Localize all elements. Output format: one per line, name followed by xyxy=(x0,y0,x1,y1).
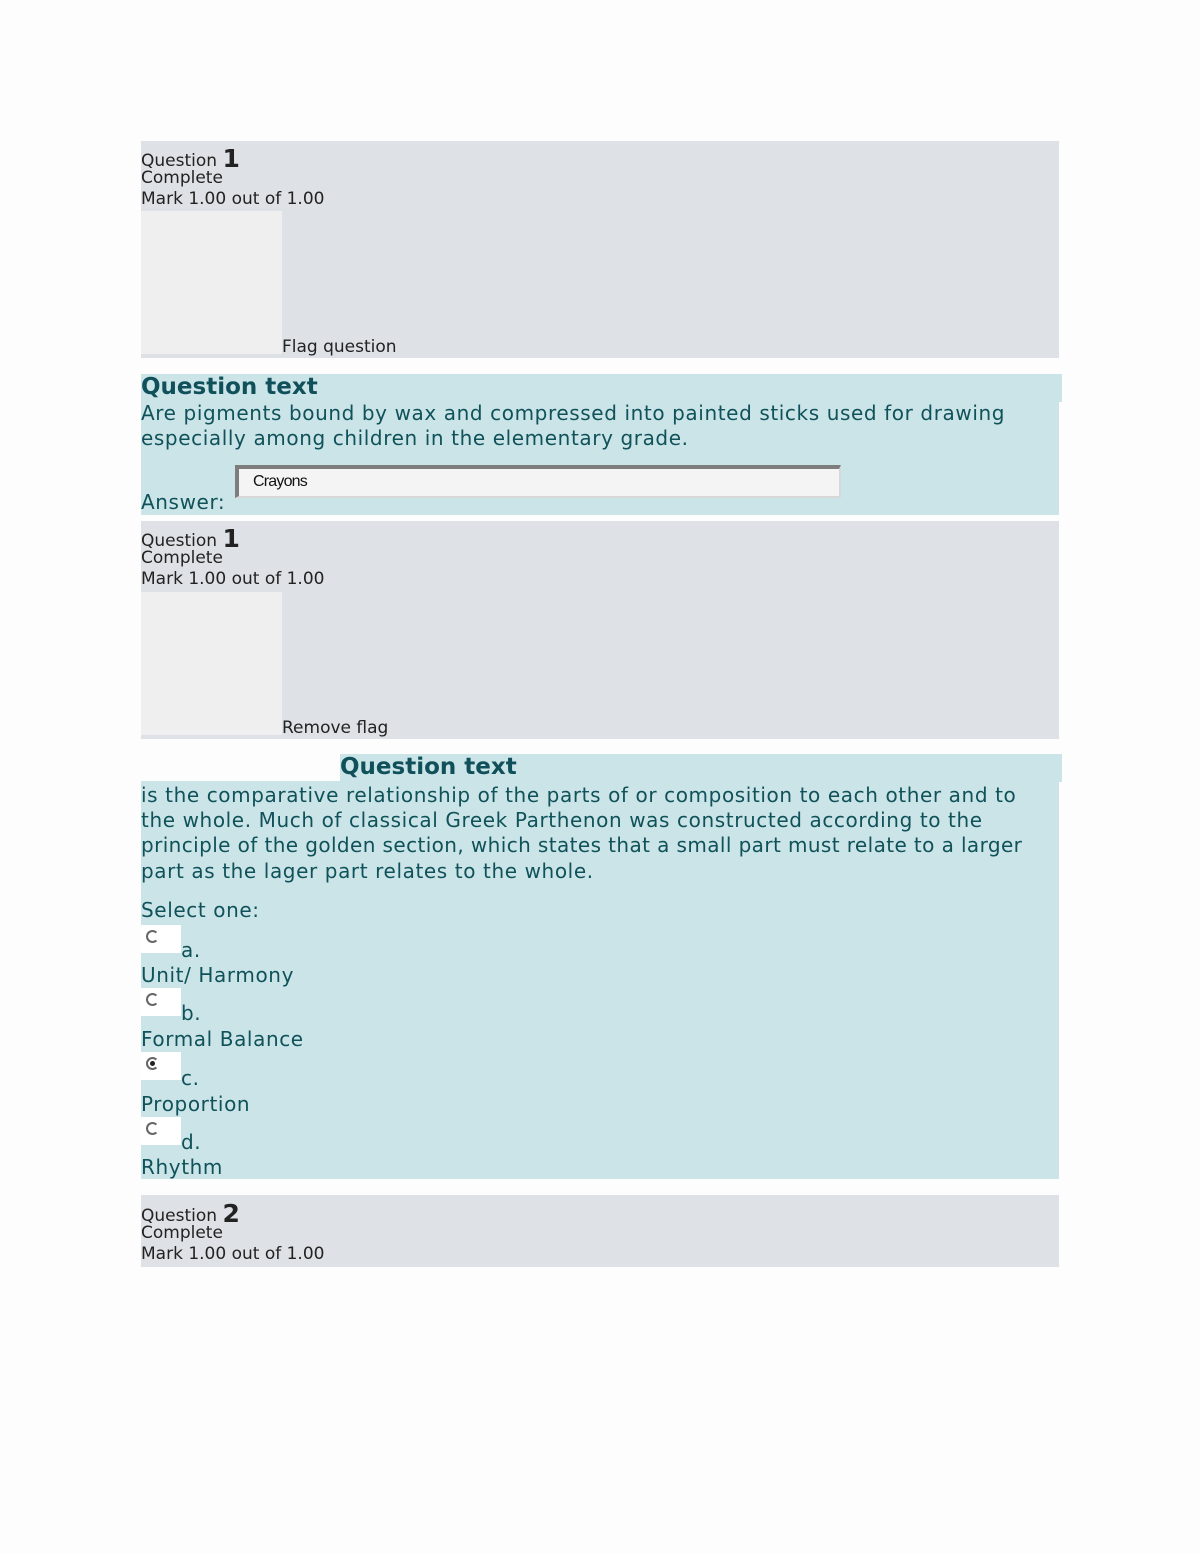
option-letter: c. xyxy=(181,1066,200,1090)
flag-question-link[interactable]: Flag question xyxy=(282,337,397,357)
option-letter: a. xyxy=(181,938,201,962)
question-text-heading: Question text xyxy=(141,374,1062,402)
question-text-line: Are pigments bound by wax and compressed into painted sticks used for drawing xyxy=(141,401,1006,425)
remove-flag-link[interactable]: Remove flag xyxy=(282,718,389,738)
question-mark: Mark 1.00 out of 1.00 xyxy=(141,569,325,589)
question-text-line: is the comparative relationship of the parts of or composition to each other and to xyxy=(141,783,1017,807)
question-info-block xyxy=(141,141,1059,358)
option-b-radio[interactable] xyxy=(141,988,181,1016)
option-a-radio[interactable] xyxy=(141,925,181,953)
option-letter: d. xyxy=(181,1130,202,1154)
select-one-label: Select one: xyxy=(141,898,260,922)
question-number-line xyxy=(141,144,1059,173)
option-label[interactable]: Unit/ Harmony xyxy=(141,963,295,987)
option-label[interactable]: Proportion xyxy=(141,1092,251,1116)
question-state: Complete xyxy=(141,548,223,568)
question-number-line xyxy=(141,524,1059,553)
question-content xyxy=(141,374,1059,515)
question-info-block xyxy=(141,1195,1059,1267)
question-label: Question xyxy=(141,531,218,551)
question-number-line xyxy=(141,1199,1059,1228)
question-number: 2 xyxy=(222,1199,240,1228)
question-number: 1 xyxy=(222,144,240,173)
question-text-line: part as the lager part relates to the whole. xyxy=(141,859,594,883)
question-text-line: principle of the golden section, which states that a small part must relate to a larger xyxy=(141,833,1023,857)
flag-icon[interactable] xyxy=(141,592,282,735)
option-letter: b. xyxy=(181,1001,202,1025)
question-text-heading: Question text xyxy=(340,754,1062,782)
option-label[interactable]: Rhythm xyxy=(141,1155,224,1179)
answer-input[interactable]: Crayons xyxy=(235,465,841,498)
question-number: 1 xyxy=(222,524,240,553)
question-state: Complete xyxy=(141,168,223,188)
question-text-line: the whole. Much of classical Greek Parthenon was constructed according to the xyxy=(141,808,983,832)
option-c-radio[interactable] xyxy=(141,1052,181,1080)
question-label: Question xyxy=(141,151,218,171)
question-info-block xyxy=(141,521,1059,739)
option-d-radio[interactable] xyxy=(141,1117,181,1145)
answer-label: Answer: xyxy=(141,490,226,514)
question-state: Complete xyxy=(141,1223,223,1243)
flag-icon[interactable] xyxy=(141,211,282,354)
option-label[interactable]: Formal Balance xyxy=(141,1027,304,1051)
question-content xyxy=(141,754,1059,1179)
question-text-line: especially among children in the elementary grade. xyxy=(141,426,689,450)
question-mark: Mark 1.00 out of 1.00 xyxy=(141,1244,325,1264)
question-label: Question xyxy=(141,1206,218,1226)
question-mark: Mark 1.00 out of 1.00 xyxy=(141,189,325,209)
